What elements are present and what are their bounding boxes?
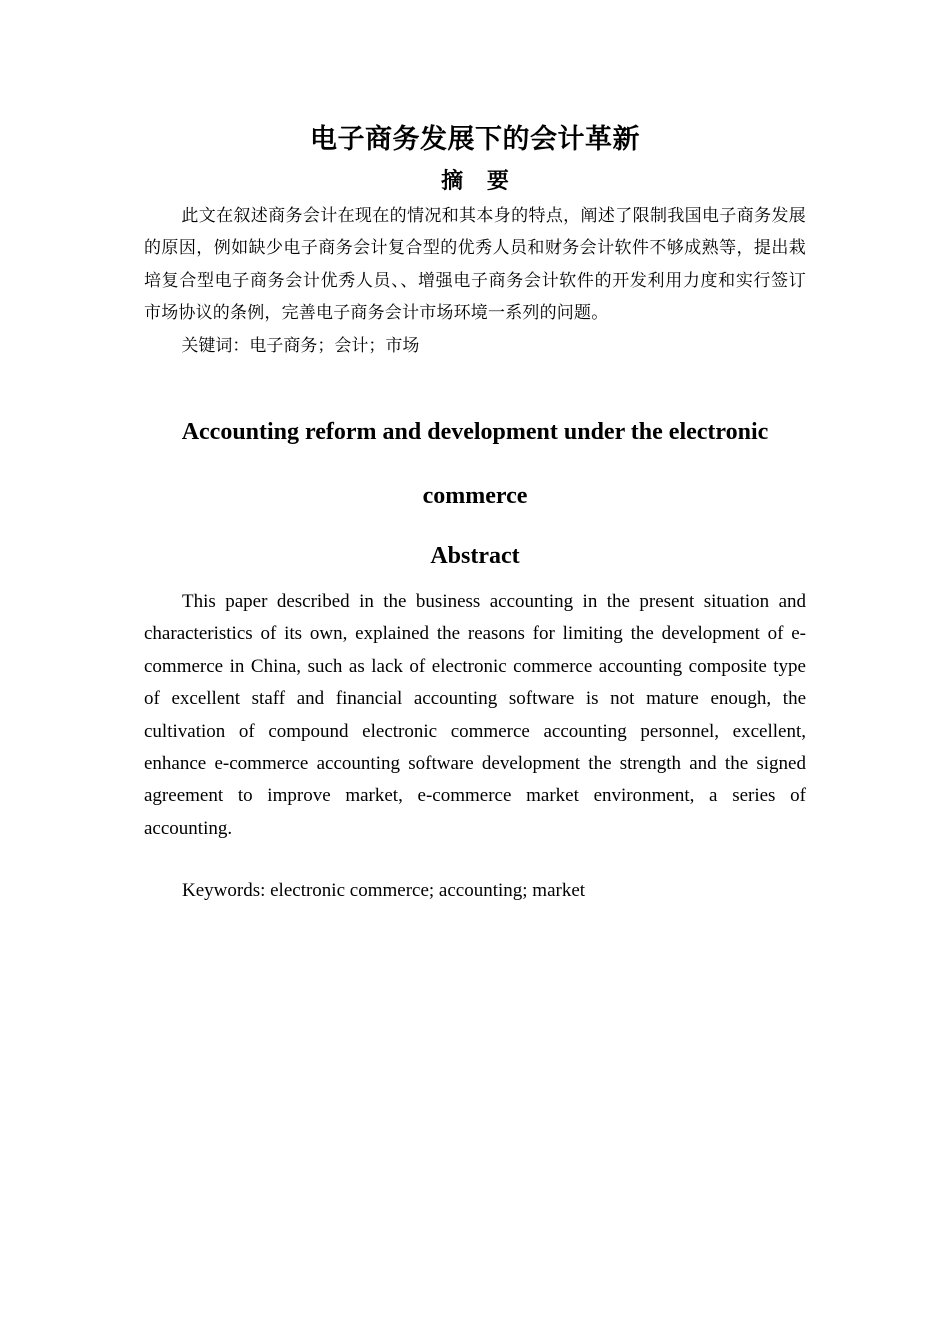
chinese-keywords: 关键词：电子商务；会计；市场	[181, 335, 420, 356]
document-content	[144, 118, 806, 907]
english-title: Accounting reform and development under the electronic commerce	[181, 419, 769, 510]
chinese-title: 电子商务发展下的会计革新	[310, 124, 640, 155]
chinese-abstract-heading: 摘 要	[441, 169, 517, 194]
english-keywords: Keywords: electronic commerce; accounting; market	[182, 880, 586, 902]
chinese-abstract-body: 此文在叙述商务会计在现在的情况和其本身的特点，阐述了限制我国电子商务发展的原因，例如缺少电子商务会计复合型的优秀人员和财务会计软件不够成熟等，提出栽培复合型电子商务会计优秀人员、、增强电子商务会计软件的开发利用力度和实行签订市场协议的条例，完善电子商务会计市场环境一系列的问题。	[144, 206, 806, 324]
english-abstract-body: This paper described in the business accounting in the present situation and characteristics of its own, explained the reasons for limiting the development of e-commerce in China, such as lack of electronic commerce accounting composite type of excellent staff and financial accounting software is not mature enough, the cultivation of compound electronic commerce accounting personnel, excellent, enhance e-commerce accounting software development the strength and the signed agreement to improve market, e-commerce market environment, a series of accounting.	[144, 591, 806, 839]
english-abstract-heading: Abstract	[430, 543, 520, 570]
